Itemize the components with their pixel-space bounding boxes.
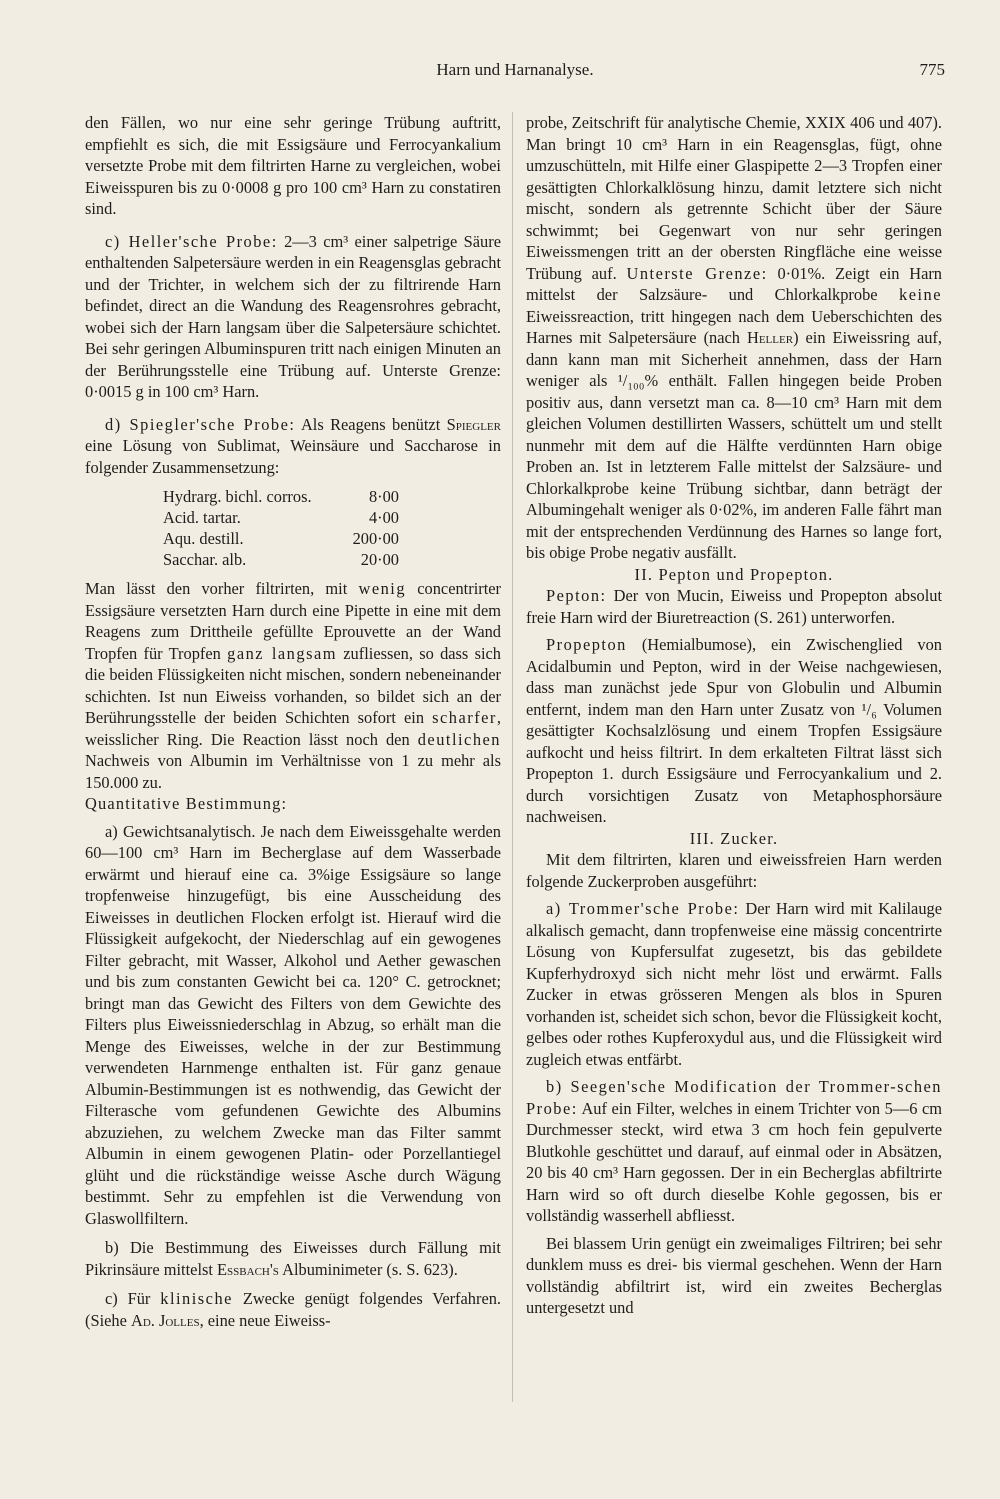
text-run: Man lässt den vorher filtrirten, mit [85, 579, 348, 598]
recipe-ingredient: Aqu. destill. [163, 529, 244, 548]
page-number: 775 [919, 60, 945, 79]
jolles-probe-paragraph [526, 112, 942, 564]
recipe-ingredient: Sacchar. alb. [163, 550, 247, 569]
section-heading: III. Zucker. [689, 828, 779, 848]
running-title: Harn und Harnanalyse. [436, 60, 594, 79]
spiegler-probe-paragraph [85, 414, 501, 479]
text-run: Der Harn wird mit Kalilauge alkalisch gemacht, dann tropfenweise eine mässig concentrirte Lösung von Kupfersulfat zugesetzt, bis das gebildete Kupferhydroxyd sich nicht mehr löst und erwärmt. Falls Zucker in etwas grösseren Mengen als blos in Spuren vorhanden ist, scheidet sich schon, bevor die Flüssigkeit kocht, gelbes oder rothes Kupferoxydul aus, und die Flüssigkeit wird zugleich etwas entfärbt. [526, 899, 942, 1069]
recipe-quantity: 200·00 [352, 529, 399, 548]
column-divider [512, 112, 513, 1402]
recipe-row [163, 507, 399, 528]
heller-probe-paragraph [85, 231, 501, 403]
text-run: concentrirter Essigsäure versetzten Harn durch eine Pipette in eine mit dem Reagens zum Drittheile gefüllte Eprouvette an der Wand Tropfen für Tropfen [85, 579, 501, 663]
text-run: , weisslicher Ring. Die Reaction lässt noch den [85, 708, 501, 749]
text-run: Albuminimeter (s. S. 623). [282, 1259, 458, 1279]
section-heading: II. Pepton und Propepton. [634, 564, 834, 584]
emphasis-text: wenig [358, 579, 407, 598]
propepton-paragraph [526, 634, 942, 828]
recipe-quantity: 8·00 [368, 487, 399, 506]
right-column [526, 112, 942, 1319]
author-name: Essbach's [217, 1259, 279, 1279]
clinical-paragraph [85, 1288, 501, 1331]
recipe-row [163, 549, 399, 570]
trommer-lead: a) Trommer'sche Probe: [546, 899, 740, 918]
spiegler-procedure-paragraph [85, 578, 501, 793]
recipe-ingredient: Hydrarg. bichl. corros. [163, 487, 312, 506]
spiegler-probe-text-b: eine Lösung von Sublimat, Weinsäure und Saccharose in folgender Zusammensetzung: [85, 436, 501, 477]
emphasis-text: deutlichen [417, 729, 501, 749]
spiegler-probe-text-a: Als Reagens benützt [300, 414, 441, 434]
propepton-lead: Propepton [546, 635, 627, 654]
text-run: c) Für [105, 1289, 151, 1308]
text-run: Auf ein Filter, welches in einem Trichter von 5—6 cm Durchmesser steckt, wird etwa 3 cm hoch fein gepulverte Blutkohle geschüttet und darauf, auf einmal oder in Absätzen, 20 bis 40 cm³ Harn gegossen. Der in ein Becherglas abfiltrirte Harn wird so oft durch dieselbe Kohle gegossen, bis er vollständig wasserhell abfliesst. [526, 1098, 942, 1225]
text-run: Zwecke genügt folgendes Verfahren. (Siehe [85, 1289, 502, 1330]
text-run: ) ein Eiweissring auf, dann kann man mit Sicherheit annehmen, dass der Harn weniger als ¹/₁₀₀% enthält. Fallen hingegen beide Proben positiv aus, dann versetzt man ca. 8—10 cm³ Harn mit dem gleichen Volumen destillirten Wassers, schüttelt um und stellt nunmehr mit dem auf die Hälfte verdünnten Harn obige Proben an. Ist in letzterem Falle mittelst der Salzsäure- und Chlorkalkprobe keine Trübung sichtbar, dann beträgt der Albumingehalt weniger als 0·02%, im anderen Falle fährt man mit der entsprechenden Verdünnung des Harnes so lange fort, bis obige Probe negativ ausfällt. [526, 328, 942, 562]
essbach-paragraph [85, 1237, 501, 1280]
heller-probe-lead: c) Heller'sche Probe: [105, 231, 278, 251]
page-header [85, 60, 945, 86]
filtration-paragraph: Bei blassem Urin genügt ein zweimaliges Filtriren; bei sehr dunklem muss es drei- bis viermal geschehen. Wenn der Harn vollständig abfiltrirt ist, wird ein zweites Becherglas untergesetzt und [526, 1233, 942, 1317]
recipe-quantity: 20·00 [360, 550, 399, 569]
text-run: probe, Zeitschrift für analytische Chemie, XXIX 406 und 407). Man bringt 10 cm³ Harn in ein Reagensglas, fügt, ohne umzuschütteln, mit Hilfe einer Glaspipette 2—3 Tropfen einer gesättigten Chlorkalklösung hinzu, damit letztere sich nicht mischt, sondern als getrennte Schicht über der Säure schwimmt; bei Gegenwart von nur sehr geringen Eiweissmengen tritt an der obersten Ringfläche eine weisse Trübung auf. [526, 113, 942, 283]
text-run: Eiweissreaction, tritt hingegen nach dem Ueberschichten des Harnes mit Salpetersäure (nach [526, 306, 942, 347]
section-heading: Quantitative Bestimmung: [85, 794, 288, 813]
text-run: 0·01%. Zeigt ein Harn mittelst der Salzsäure- und Chlorkalkprobe [526, 263, 942, 304]
emphasis-text: Unterste Grenze: [626, 263, 768, 283]
text-run: Nachweis von Albumin im Verhältnisse von 1 zu mehr als 150.000 zu. [85, 751, 501, 792]
recipe-row [163, 486, 399, 507]
recipe-quantity: 4·00 [368, 508, 399, 527]
text-run: (Hemialbumose), ein Zwischenglied von Acidalbumin und Pepton, wird in der Weise nachgewiesen, dass man zunächst jede Spur von Globulin und Albumin entfernt, indem man den Harn unter Zusatz von ¹/₆ Volumen gesättigter Kochsalzlösung und einem Tropfen Essigsäure aufkocht und heiss filtrirt. In dem erkalteten Filtrat lässt sich Propepton 1. durch Essigsäure und Ferrocyankalium und 2. durch vorsichtigen Zusatz von Metaphosphorsäure nachweisen. [526, 635, 942, 826]
text-run: zufliessen, so dass sich die beiden Flüssigkeiten nicht mischen, sondern nebeneinander schichten. Ist nun Eiweiss vorhanden, so bildet sich an der Berührungsstelle der beiden Schichten sofort ein [85, 643, 501, 727]
emphasis-text: klinische [160, 1289, 233, 1308]
spiegler-probe-lead: d) Spiegler'sche Probe: [105, 414, 296, 434]
seegen-lead: b) Seegen'sche Modification der Trommer-schen Probe: [526, 1077, 942, 1118]
gravimetric-paragraph: a) Gewichtsanalytisch. Je nach dem Eiweissgehalte werden 60—100 cm³ Harn im Becherglase auf dem Wasserbade erwärmt und hierauf eine ca. 3%ige Essigsäure so lange tropfenweise hinzugefügt, bis eine Ausscheidung des Eiweisses in deutlichen Flocken erfolgt ist. Hierauf wird die Flüssigkeit aufgekocht, der Niederschlag auf ein gewogenes Filter gebracht, mit Wasser, Alkohol und Aether gewaschen und bis zum constanten Gewicht bei ca. 120° C. getrocknet; bringt man das Gewicht des Filters von dem Gewichte des Filters plus Eiweissniederschlag in Abzug, so erhält man die Menge des Eiweisses, welche in der zur Bestimmung verwendeten Harnmenge enthalten ist. Für ganz genaue Albumin-Bestimmungen ist es nothwendig, das Gewicht der Filterasche vom gefundenen Gewichte des Albumins abzuziehen, zu welchem Zwecke man das Filter sammt Albumin in einem gewogenen Platin- oder Porzellantiegel glüht und die rückständige weisse Asche durch Wägung bestimmt. Sehr zu empfehlen ist die Verwendung von Glaswollfiltern. [85, 821, 501, 1228]
pepton-lead: Pepton: [546, 586, 607, 605]
trommer-paragraph [526, 898, 942, 1070]
text-run: b) Die Bestimmung des Eiweisses durch Fällung mit Pikrinsäure mittelst [85, 1238, 501, 1279]
emphasis-text: ganz langsam [227, 643, 337, 663]
text-run: , eine neue Eiweiss- [199, 1310, 331, 1330]
author-name: Spiegler [446, 414, 501, 434]
text-run: Der von Mucin, Eiweiss und Propepton absolut freie Harn wird der Biuretreaction (S. 261) unterworfen. [526, 586, 942, 627]
author-name: Heller [747, 328, 794, 347]
emphasis-text: keine [899, 285, 942, 304]
paragraph: den Fällen, wo nur eine sehr geringe Trübung auftritt, empfiehlt es sich, die mit Essigsäure und Ferrocyankalium versetzte Probe mit dem filtrirten Harne zu vergleichen, wobei Eiweisspuren bis zu 0·0008 g pro 100 cm³ Harn zu constatiren sind. [85, 113, 501, 218]
recipe-table [163, 486, 501, 570]
seegen-paragraph [526, 1076, 942, 1227]
heller-probe-text: 2—3 cm³ einer salpetrige Säure enthaltenden Salpetersäure werden in ein Reagensglas gebracht und der Trichter, in welchem sich der zu filtrirende Harn befindet, direct an die Wandung des Reagensrohres gebracht, wobei sich der Harn langsam über die Salpetersäure schichtet. Bei sehr geringen Albuminspuren tritt nach einigen Minuten an der Berührungsstelle eine Trübung auf. Unterste Grenze: 0·0015 g in 100 cm³ Harn. [85, 231, 501, 401]
recipe-ingredient: Acid. tartar. [163, 508, 241, 527]
left-column [85, 112, 501, 1331]
recipe-row [163, 528, 399, 549]
pepton-paragraph [526, 585, 942, 628]
zucker-intro-paragraph: Mit dem filtrirten, klaren und eiweissfreien Harn werden folgende Zuckerproben ausgeführt: [526, 850, 942, 891]
author-name: Ad. Jolles [130, 1310, 200, 1330]
emphasis-text: scharfer [432, 708, 497, 727]
